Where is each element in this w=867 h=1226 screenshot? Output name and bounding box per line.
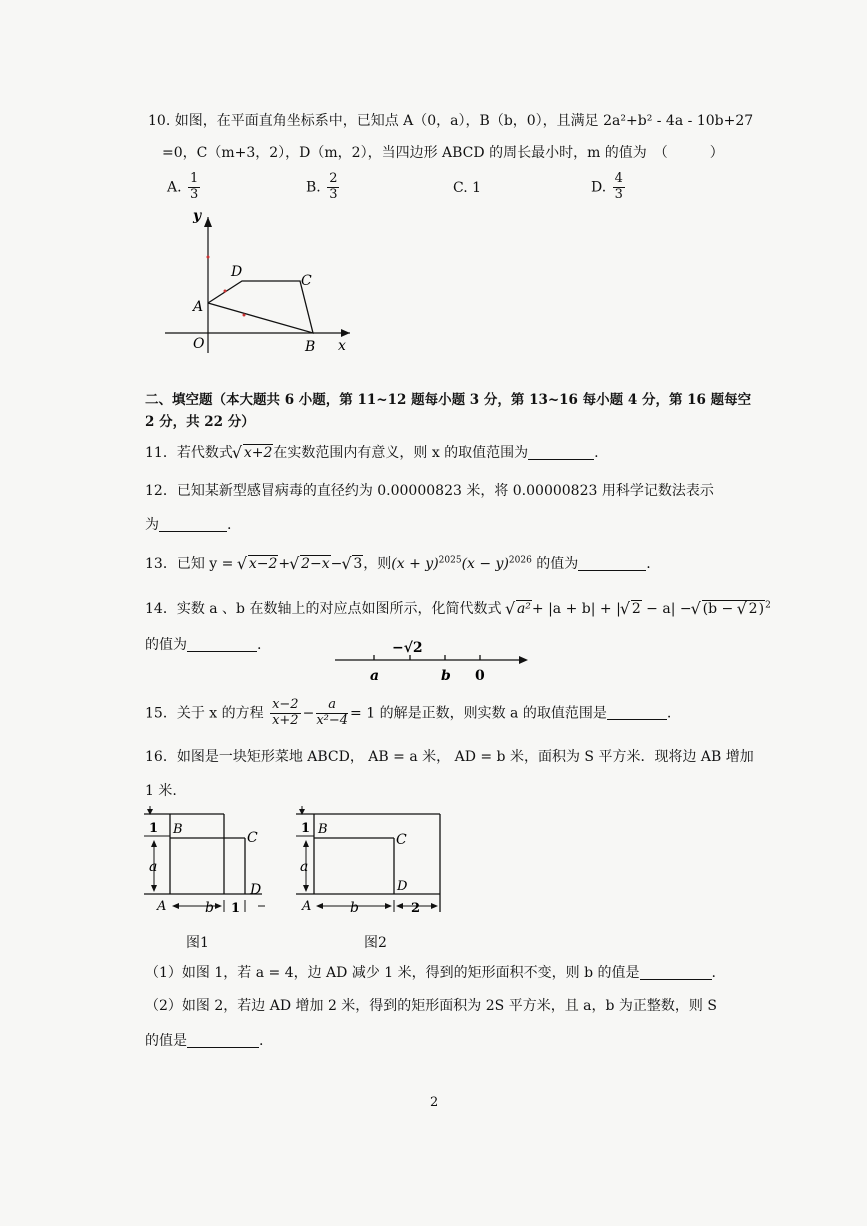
- svg-text:1: 1: [301, 821, 311, 836]
- q16-figure-2: [290, 802, 450, 922]
- q14-answer-blank[interactable]: [187, 637, 257, 652]
- section2-heading-line2: 2 分，共 22 分）: [145, 414, 255, 430]
- q16-line1: 16．如图是一块矩形菜地 ABCD， AB = a 米， AD = b 米，面积为 S 平方米．现将边 AB 增加: [145, 749, 754, 765]
- fig10-label-c: C: [301, 273, 312, 289]
- fig10-label-b: B: [305, 339, 316, 355]
- svg-text:b: b: [205, 900, 214, 916]
- q12-line2: 为 .: [145, 517, 232, 533]
- svg-text:C: C: [396, 832, 407, 848]
- fig10-label-o: O: [193, 336, 205, 352]
- svg-text:C: C: [247, 830, 258, 846]
- q11: 11．若代数式√ x+2在实数范围内有意义，则 x 的取值范围为 .: [145, 442, 599, 462]
- section2-heading-line1: 二、填空题（本大题共 6 小题，第 11~12 题每小题 3 分，第 13~16 每小题 4 分，第 16 题每空: [145, 392, 752, 408]
- fig10-label-x: x: [338, 338, 346, 354]
- fig10-label-d: D: [231, 264, 243, 280]
- q15: 15．关于 x 的方程 $\frac{x-2}{x+2}$ − $\frac{a}{\text{x²−4}}$ = 1 的解是正数，则实数 a 的取值范围是 .: [145, 697, 672, 728]
- q14-line2: 的值为 .: [145, 637, 262, 653]
- svg-text:A: A: [157, 899, 167, 914]
- q16-sub2-answer-blank[interactable]: [187, 1033, 259, 1048]
- svg-text:a: a: [300, 859, 309, 875]
- q14-line1: 14．实数 a 、b 在数轴上的对应点如图所示，化简代数式 √ a²+ |a + b| + |√ 2 − a| −√ (b − √ 2)$^2$: [145, 598, 771, 618]
- svg-text:D: D: [397, 879, 408, 894]
- fig10-label-a: A: [193, 299, 204, 315]
- q16-line2: 1 米.: [145, 783, 177, 799]
- q12-answer-blank[interactable]: [159, 517, 227, 532]
- q13-answer-blank[interactable]: [578, 556, 646, 571]
- svg-text:1: 1: [231, 901, 241, 916]
- q10-option-c: C. 1: [453, 180, 482, 196]
- q10-coordinate-figure: [160, 205, 360, 355]
- svg-text:b: b: [350, 900, 359, 916]
- q13: 13．已知 y = √ x−2+√ 2−x−√ 3，则$(x + y)^{2025}(x - y)^{2026}$ 的值为 .: [145, 553, 651, 573]
- q11-answer-blank[interactable]: [528, 445, 594, 460]
- q12-line1: 12．已知某新型感冒病毒的直径约为 0.00000823 米，将 0.00000823 用科学记数法表示: [145, 483, 714, 499]
- q10-line2: =0，C（m+3，2），D（m，2），当四边形 ABCD 的周长最小时，m 的值为 （ ）: [162, 145, 724, 161]
- axis-label-zero: 0: [475, 668, 485, 684]
- fig1-caption: 图1: [186, 935, 209, 951]
- q16-figure-1: [140, 802, 275, 922]
- q10-option-d: D. $\frac{4}{3}$: [591, 171, 623, 202]
- axis-label-neg-sqrt2: −√2: [392, 640, 423, 656]
- fig2-caption: 图2: [364, 935, 387, 951]
- q10-line1: 10. 如图，在平面直角坐标系中，已知点 A（0，a），B（b，0），且满足 2a²+b² - 4a - 10b+27: [148, 113, 754, 129]
- svg-text:B: B: [318, 822, 328, 837]
- svg-text:1: 1: [149, 821, 159, 836]
- svg-text:B: B: [173, 822, 183, 837]
- q15-answer-blank[interactable]: [607, 705, 667, 720]
- q10-option-b: B. $\frac{2}{3}$: [306, 171, 338, 202]
- svg-text:D: D: [250, 882, 262, 898]
- page-number: 2: [430, 1095, 439, 1110]
- fig10-label-y: y: [193, 208, 202, 224]
- axis-label-b: b: [441, 668, 451, 684]
- svg-text:a: a: [149, 859, 158, 875]
- axis-label-a: a: [370, 668, 380, 684]
- q10-option-a: A. $\frac{1}{3}$: [167, 171, 199, 202]
- q16-sub2-line2: 的值是 .: [145, 1033, 264, 1049]
- svg-text:2: 2: [411, 901, 421, 916]
- q16-sub2-line1: （2）如图 2，若边 AD 增加 2 米，得到的矩形面积为 2S 平方米，且 a，b 为正整数，则 S: [145, 998, 717, 1014]
- q16-sub1: （1）如图 1，若 a = 4，边 AD 减少 1 米，得到的矩形面积不变，则 b 的值是 .: [145, 965, 716, 981]
- svg-text:A: A: [302, 899, 312, 914]
- q16-sub1-answer-blank[interactable]: [640, 965, 712, 980]
- q14-number-line: [330, 638, 535, 686]
